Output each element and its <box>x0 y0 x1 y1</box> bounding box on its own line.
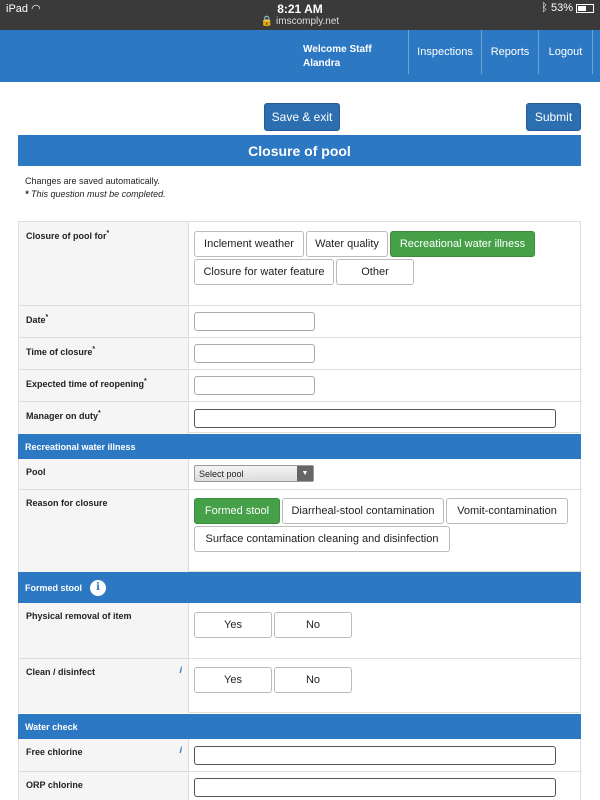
manager-row <box>19 401 582 434</box>
time-closure-label <box>19 338 189 369</box>
closure-form-table <box>18 221 581 433</box>
nav-logout[interactable]: Logout <box>538 30 593 74</box>
physical-removal-row <box>19 603 582 658</box>
option-recreational-water-illness[interactable]: Recreational water illness <box>390 231 535 257</box>
required-asterisk: * <box>25 189 29 199</box>
status-bar <box>0 0 600 30</box>
clean-disinfect-yes[interactable]: Yes <box>194 667 272 693</box>
free-chlorine-label-text: Free chlorine <box>26 747 83 757</box>
battery-percent: 53% <box>550 2 573 14</box>
autosave-notice: Changes are saved automatically. <box>25 176 160 186</box>
url-text: imscomply.net <box>276 16 340 27</box>
date-label-text: Date <box>26 315 46 325</box>
submit-button[interactable]: Submit <box>526 103 581 131</box>
reason-label: Reason for closure <box>19 490 189 572</box>
clean-disinfect-label-text: Clean / disinfect <box>26 667 96 677</box>
time-closure-input[interactable] <box>194 344 315 363</box>
pool-row <box>19 459 582 489</box>
free-chlorine-label <box>19 739 189 771</box>
formed-stool-header-text: Formed stool <box>25 582 83 593</box>
pool-select-value: Select pool <box>199 468 244 479</box>
reason-formed-stool[interactable]: Formed stool <box>194 498 280 524</box>
manager-label <box>19 402 189 434</box>
closure-for-row <box>19 222 582 305</box>
form-title: Closure of pool <box>18 135 581 166</box>
reopen-label <box>19 370 189 401</box>
form-notice <box>25 175 166 201</box>
physical-removal-no[interactable]: No <box>274 612 352 638</box>
physical-removal-label: Physical removal of item <box>19 603 189 658</box>
info-icon[interactable]: i <box>90 580 106 596</box>
reason-row <box>19 489 582 572</box>
option-other[interactable]: Other <box>336 259 414 285</box>
formed-stool-section-header <box>18 572 581 603</box>
clean-disinfect-row <box>19 658 582 713</box>
date-row <box>19 305 582 337</box>
battery-icon <box>576 4 594 13</box>
reopen-row <box>19 369 582 401</box>
manager-label-text: Manager on duty <box>26 411 99 421</box>
rwi-table <box>18 459 581 572</box>
info-icon[interactable]: i <box>179 665 182 675</box>
chevron-down-icon: ▼ <box>297 466 313 481</box>
required-asterisk: * <box>98 410 101 417</box>
required-asterisk: * <box>106 230 110 237</box>
welcome-text <box>303 43 372 71</box>
formed-stool-table <box>18 603 581 713</box>
required-asterisk: * <box>92 346 96 353</box>
reason-diarrheal[interactable]: Diarrheal-stool contamination <box>282 498 444 524</box>
save-exit-button[interactable]: Save & exit <box>264 103 340 131</box>
date-label <box>19 306 189 337</box>
reopen-input[interactable] <box>194 376 315 395</box>
option-inclement-weather[interactable]: Inclement weather <box>194 231 304 257</box>
time-closure-label-text: Time of closure <box>26 347 93 357</box>
user-name: Alandra <box>303 58 341 69</box>
closure-for-label-text: Closure of pool for <box>26 231 107 241</box>
pool-label: Pool <box>19 459 189 489</box>
wifi-icon: ◠ <box>31 3 41 15</box>
date-input[interactable] <box>194 312 315 331</box>
physical-removal-yes[interactable]: Yes <box>194 612 272 638</box>
status-right <box>541 2 594 14</box>
orp-chlorine-row <box>19 771 582 800</box>
rwi-section-header: Recreational water illness <box>18 434 581 459</box>
address-bar[interactable] <box>0 16 600 27</box>
reason-surface-contamination[interactable]: Surface contamination cleaning and disinfection <box>194 526 450 552</box>
top-navbar <box>0 30 600 82</box>
orp-chlorine-input[interactable] <box>194 778 556 797</box>
reason-vomit[interactable]: Vomit-contamination <box>446 498 568 524</box>
free-chlorine-row <box>19 739 582 771</box>
bluetooth-icon: ᛒ <box>541 2 548 14</box>
required-notice <box>25 188 166 201</box>
welcome-line: Welcome Staff <box>303 44 372 55</box>
closure-for-label <box>19 222 189 305</box>
clean-disinfect-no[interactable]: No <box>274 667 352 693</box>
reopen-label-text: Expected time of reopening <box>26 379 145 389</box>
lock-icon: 🔒 <box>260 16 274 27</box>
nav-reports[interactable]: Reports <box>481 30 538 74</box>
required-asterisk: * <box>144 378 147 385</box>
option-water-quality[interactable]: Water quality <box>306 231 388 257</box>
required-notice-text: This question must be completed. <box>31 189 166 199</box>
info-icon[interactable]: i <box>179 745 182 755</box>
clean-disinfect-label <box>19 659 189 713</box>
water-check-section-header: Water check <box>18 714 581 739</box>
nav-inspections[interactable]: Inspections <box>408 30 481 74</box>
time-closure-row <box>19 337 582 369</box>
required-asterisk: * <box>45 314 49 321</box>
manager-input[interactable] <box>194 409 556 428</box>
water-check-table <box>18 739 581 800</box>
pool-select[interactable] <box>194 465 314 482</box>
clock: 8:21 AM <box>277 2 323 16</box>
free-chlorine-input[interactable] <box>194 746 556 765</box>
option-closure-water-feature[interactable]: Closure for water feature <box>194 259 334 285</box>
orp-chlorine-label: ORP chlorine <box>19 772 189 800</box>
device-name: iPad <box>6 3 29 15</box>
